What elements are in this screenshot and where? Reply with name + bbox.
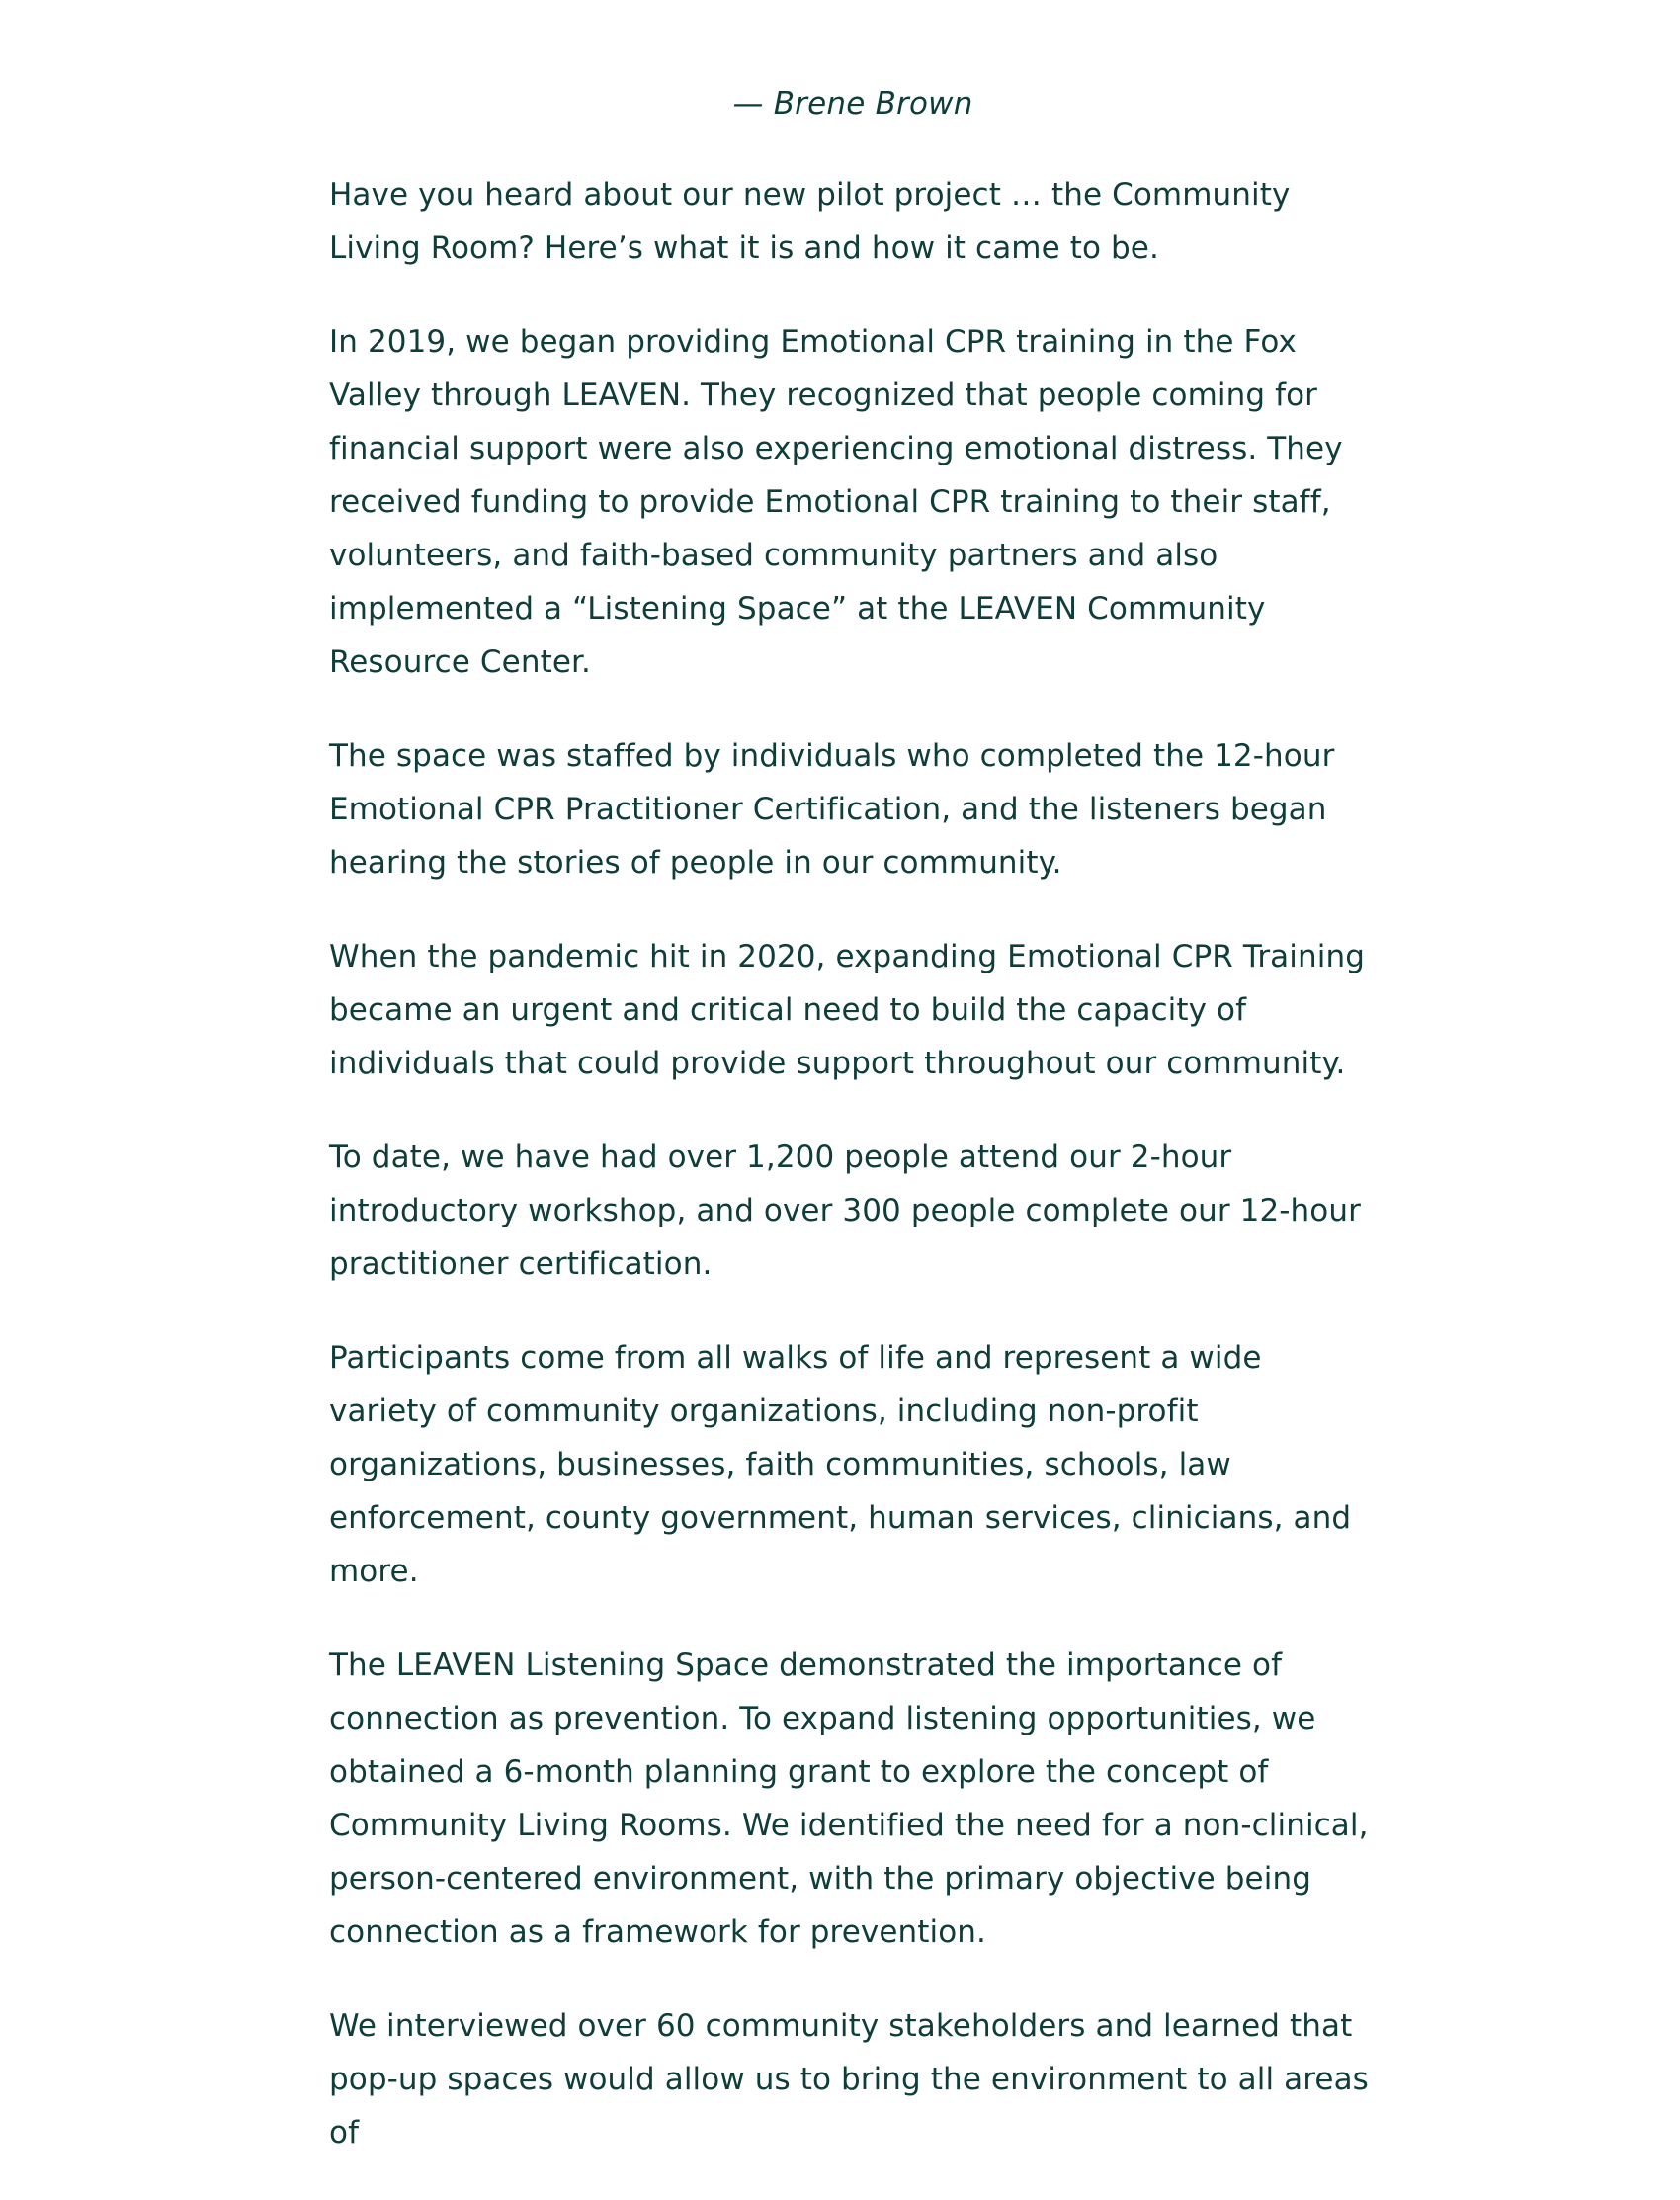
paragraph-stakeholders: We interviewed over 60 community stakeholders and learned that pop-up spaces would allow us to bring the environment to all areas of [329, 2008, 1369, 2151]
paragraph-intro: Have you heard about our new pilot project … the Community Living Room? Here’s what it is and how it came to be. [329, 177, 1291, 266]
document-page [329, 77, 1377, 2200]
paragraph-2019-training: In 2019, we began providing Emotional CPR training in the Fox Valley through LEAVEN. They recognized that people coming for financial support were also experiencing emotional distress. They received funding to provide Emotional CPR training to their staff, volunteers, and faith-based community partners and also implemented a “Listening Space” at the LEAVEN Community Resource Center. [329, 324, 1343, 680]
quote-attribution: — Brene Brown [732, 86, 973, 122]
paragraph-attendance: To date, we have had over 1,200 people attend our 2-hour introductory workshop, and over 300 people complete our 12-hour practitioner certification. [329, 1140, 1361, 1282]
paragraph-pandemic: When the pandemic hit in 2020, expanding Emotional CPR Training became an urgent and critical need to build the capacity of individuals that could provide support throughout our community. [329, 939, 1365, 1081]
paragraph-listening-space-staff: The space was staffed by individuals who completed the 12-hour Emotional CPR Practitioner Certification, and the listeners began hearing the stories of people in our community. [329, 738, 1335, 881]
paragraph-planning-grant: The LEAVEN Listening Space demonstrated the importance of connection as prevention. To expand listening opportunities, we obtained a 6-month planning grant to explore the concept of Community Living Rooms. We identified the need for a non-clinical, person-centered environment, with the primary objective being connection as a framework for prevention. [329, 1648, 1369, 1950]
paragraph-participants: Participants come from all walks of life and represent a wide variety of community organizations, including non-profit organizations, businesses, faith communities, schools, law enforcement, county government, human services, clinicians, and more. [329, 1340, 1352, 1589]
